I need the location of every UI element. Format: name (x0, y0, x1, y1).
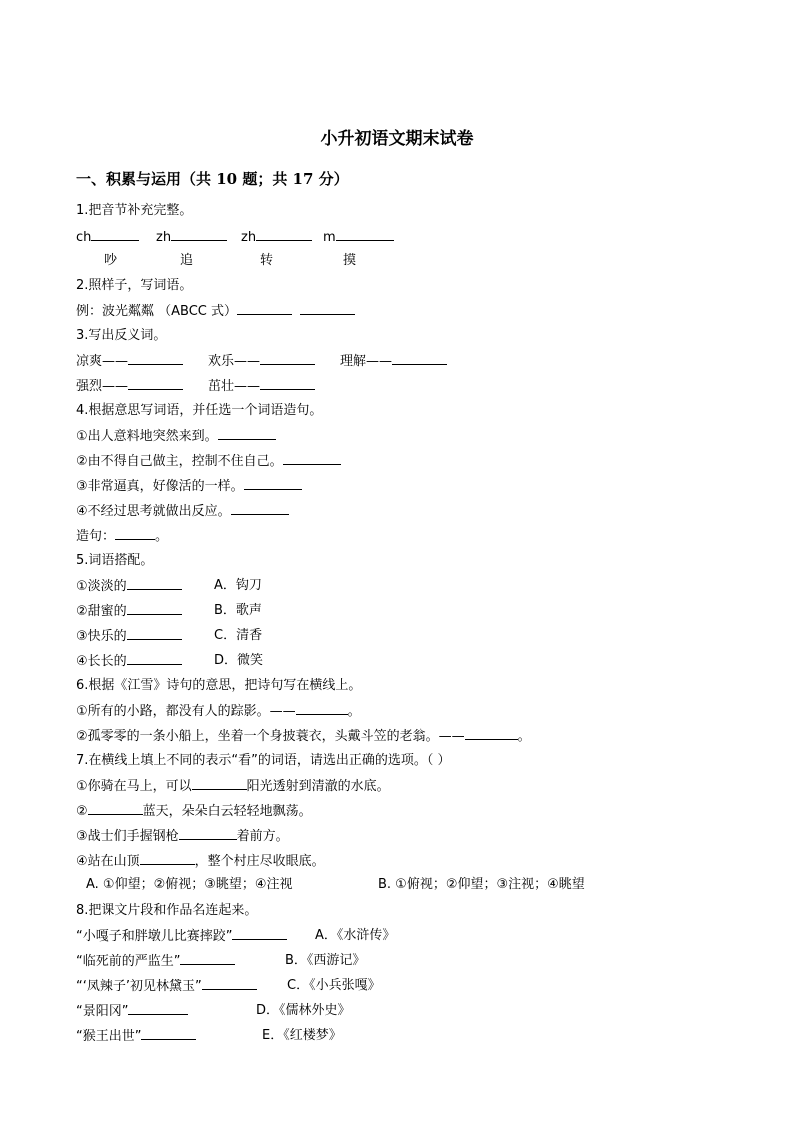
example-text: 例：波光粼粼 （ABCC 式） (76, 304, 238, 319)
answer-blank[interactable] (244, 478, 302, 490)
answer-blank[interactable] (256, 229, 312, 241)
period: 。 (155, 529, 169, 544)
answer-blank[interactable] (202, 978, 257, 990)
work-title: A．《水浒传》 (315, 928, 396, 943)
sentence-item (76, 528, 168, 545)
excerpt-text: “猴王出世” (76, 1029, 142, 1044)
meaning-text: ②由不得自己做主，控制不住自己。 (76, 454, 283, 469)
answer-blank[interactable] (296, 703, 348, 715)
option-b[interactable]: B. ①俯视；②仰望；③注视；④眺望 (378, 877, 585, 892)
question-6: 6.根据《江雪》诗句的意思，把诗句写在横线上。 (76, 678, 362, 693)
answer-blank[interactable] (260, 353, 315, 365)
match-right: B．歌声 (214, 603, 262, 618)
example-line (76, 303, 355, 320)
answer-blank[interactable] (231, 503, 289, 515)
question-1: 1.把音节补充完整。 (76, 203, 193, 218)
match-right: A．钩刀 (214, 578, 262, 593)
excerpt-text: “景阳冈” (76, 1004, 129, 1019)
syllable-label: m (323, 230, 336, 245)
answer-blank[interactable] (283, 453, 341, 465)
antonym-item (208, 378, 315, 395)
antonym-label: 强烈—— (76, 379, 129, 394)
question-4: 4.根据意思写词语，并任选一个词语造句。 (76, 403, 323, 418)
fill-item (76, 803, 312, 820)
syllable-item (76, 229, 139, 246)
excerpt-item (76, 953, 235, 970)
meaning-item (76, 503, 289, 520)
antonym-label: 凉爽—— (76, 354, 129, 369)
match-left-text: ②甜蜜的 (76, 604, 127, 619)
answer-blank[interactable] (128, 353, 183, 365)
answer-blank[interactable] (127, 578, 182, 590)
match-left (76, 603, 182, 620)
answer-blank[interactable] (128, 1003, 188, 1015)
answer-blank[interactable] (171, 229, 227, 241)
fill-text: ② (76, 804, 88, 819)
answer-blank[interactable] (260, 378, 315, 390)
answer-blank[interactable] (128, 378, 183, 390)
meaning-item (76, 453, 341, 470)
fill-text: ，整个村庄尽收眼底。 (194, 854, 325, 869)
excerpt-item (76, 1003, 188, 1020)
excerpt-text: “小嘎子和胖墩儿比赛摔跤” (76, 929, 233, 944)
fill-item (76, 828, 289, 845)
syllable-item (323, 229, 394, 246)
fill-text: ③战士们手握钢枪 (76, 829, 179, 844)
period: 。 (347, 704, 361, 719)
answer-blank[interactable] (127, 628, 182, 640)
match-left (76, 578, 182, 595)
excerpt-text: “‘凤辣子’初见林黛玉” (76, 979, 202, 994)
poem-text: ②孤零零的一条小船上，坐着一个身披蓑衣，头戴斗笠的老翁。—— (76, 729, 465, 744)
answer-blank[interactable] (465, 728, 518, 740)
syllable-label: ch (76, 230, 92, 245)
answer-blank[interactable] (232, 928, 287, 940)
antonym-label: 欢乐—— (208, 354, 261, 369)
fill-text: 蓝天，朵朵白云轻轻地飘荡。 (142, 804, 312, 819)
work-title: E．《红楼梦》 (262, 1028, 342, 1043)
fill-text: 着前方。 (236, 829, 289, 844)
match-right: D．微笑 (214, 653, 264, 668)
page-title: 小升初语文期末试卷 (320, 129, 474, 149)
answer-blank[interactable] (192, 778, 247, 790)
antonym-label: 理解—— (340, 354, 393, 369)
fill-text: 阳光透射到清澈的水底。 (246, 779, 390, 794)
match-left-text: ④长长的 (76, 654, 127, 669)
answer-blank[interactable] (140, 853, 195, 865)
question-3: 3.写出反义词。 (76, 328, 167, 343)
meaning-text: ③非常逼真，好像活的一样。 (76, 479, 244, 494)
question-7: 7.在横线上填上不同的表示“看”的词语，请选出正确的选项。（ ） (76, 753, 451, 768)
match-left-text: ①淡淡的 (76, 579, 127, 594)
antonym-label: 茁壮—— (208, 379, 261, 394)
match-left (76, 653, 182, 670)
sentence-label: 造句： (76, 529, 116, 544)
match-left (76, 628, 182, 645)
antonym-item (208, 353, 315, 370)
poem-item (76, 728, 531, 745)
answer-blank[interactable] (91, 229, 139, 241)
option-a[interactable]: A. ①仰望；②俯视；③眺望；④注视 (86, 877, 293, 892)
excerpt-item (76, 928, 287, 945)
fill-text: ④站在山顶 (76, 854, 140, 869)
work-title: B．《西游记》 (285, 953, 366, 968)
answer-blank[interactable] (237, 303, 292, 315)
meaning-item (76, 428, 276, 445)
answer-blank[interactable] (336, 229, 394, 241)
period: 。 (517, 729, 531, 744)
char-label: 吵 (104, 253, 118, 268)
answer-blank[interactable] (180, 953, 235, 965)
syllable-item (156, 229, 227, 246)
match-right: C．清香 (214, 628, 263, 643)
answer-blank[interactable] (300, 303, 355, 315)
poem-item (76, 703, 361, 720)
question-8: 8.把课文片段和作品名连起来。 (76, 903, 258, 918)
work-title: D．《儒林外史》 (256, 1003, 351, 1018)
fill-item (76, 853, 325, 870)
answer-blank[interactable] (392, 353, 447, 365)
question-2: 2.照样子，写词语。 (76, 278, 193, 293)
antonym-item (340, 353, 447, 370)
fill-item (76, 778, 390, 795)
poem-text: ①所有的小路，都没有人的踪影。—— (76, 704, 296, 719)
answer-blank[interactable] (218, 428, 276, 440)
answer-blank[interactable] (141, 1028, 196, 1040)
match-left-text: ③快乐的 (76, 629, 127, 644)
char-label: 追 (180, 253, 194, 268)
question-5: 5.词语搭配。 (76, 553, 154, 568)
syllable-item (241, 229, 312, 246)
syllable-label: zh (241, 230, 257, 245)
excerpt-item (76, 978, 257, 995)
char-label: 摸 (343, 253, 357, 268)
excerpt-text: “临死前的严监生” (76, 954, 181, 969)
antonym-item (76, 353, 183, 370)
work-title: C．《小兵张嘎》 (287, 978, 381, 993)
syllable-label: zh (156, 230, 172, 245)
answer-blank[interactable] (127, 603, 182, 615)
answer-blank[interactable] (127, 653, 182, 665)
answer-blank[interactable] (88, 803, 143, 815)
char-label: 转 (260, 253, 274, 268)
fill-text: ①你骑在马上，可以 (76, 779, 192, 794)
meaning-text: ①出人意料地突然来到。 (76, 429, 218, 444)
antonym-item (76, 378, 183, 395)
meaning-text: ④不经过思考就做出反应。 (76, 504, 231, 519)
meaning-item (76, 478, 302, 495)
answer-blank[interactable] (115, 528, 155, 540)
answer-blank[interactable] (179, 828, 237, 840)
excerpt-item (76, 1028, 196, 1045)
section-heading: 一、积累与运用（共 10 题；共 17 分） (76, 170, 349, 188)
